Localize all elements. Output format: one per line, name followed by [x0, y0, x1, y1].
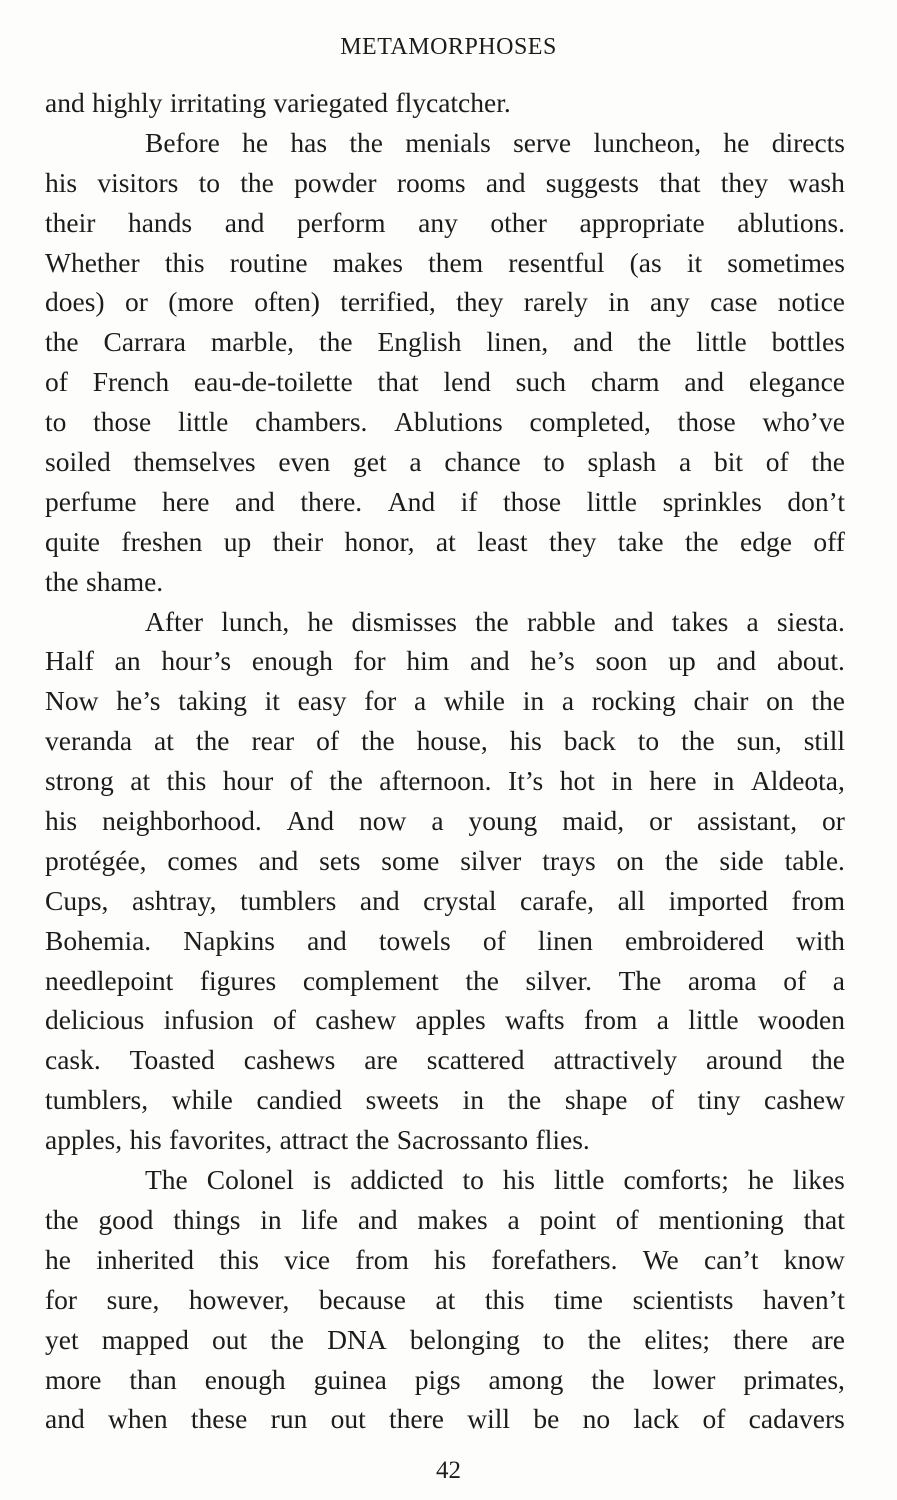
- text-line: soiled themselves even get a chance to splash a bit of the: [45, 446, 845, 478]
- text-line: his neighborhood. And now a young maid, or assistant, or: [45, 805, 845, 837]
- text-line: and highly irritating variegated flycatcher.: [45, 87, 511, 118]
- text-line: the Carrara marble, the English linen, and the little bottles: [45, 326, 845, 358]
- text-line: more than enough guinea pigs among the lower primates,: [45, 1363, 845, 1395]
- text-line: Cups, ashtray, tumblers and crystal carafe, all imported from: [45, 884, 845, 916]
- text-line: of French eau-de-toilette that lend such charm and elegance: [45, 366, 845, 398]
- text-line: and when these run out there will be no lack of cadavers: [45, 1403, 845, 1435]
- text-line: the good things in life and makes a point of mentioning that: [45, 1203, 845, 1235]
- text-line: for sure, however, because at this time scientists haven’t: [45, 1283, 845, 1315]
- text-line: he inherited this vice from his forefathers. We can’t know: [45, 1243, 845, 1275]
- text-line: yet mapped out the DNA belonging to the elites; there are: [45, 1323, 845, 1355]
- text-line: does) or (more often) terrified, they rarely in any case notice: [45, 286, 845, 318]
- text-line: Now he’s taking it easy for a while in a rocking chair on the: [45, 685, 845, 717]
- text-line: protégée, comes and sets some silver trays on the side table.: [45, 844, 845, 876]
- text-line: their hands and perform any other appropriate ablutions.: [45, 206, 845, 238]
- text-line: tumblers, while candied sweets in the shape of tiny cashew: [45, 1084, 845, 1116]
- text-line: strong at this hour of the afternoon. It’s hot in here in Aldeota,: [45, 765, 845, 797]
- page-number: 42: [436, 1457, 461, 1484]
- text-line: perfume here and there. And if those little sprinkles don’t: [45, 485, 845, 517]
- text-line: to those little chambers. Ablutions completed, those who’ve: [45, 406, 845, 438]
- text-line: cask. Toasted cashews are scattered attractively around the: [45, 1044, 845, 1076]
- text-line: quite freshen up their honor, at least they take the edge off: [45, 525, 845, 557]
- text-line: The Colonel is addicted to his little comforts; he likes: [145, 1164, 845, 1196]
- body-text: [45, 83, 845, 1439]
- text-line: delicious infusion of cashew apples wafts from a little wooden: [45, 1004, 845, 1036]
- text-line: After lunch, he dismisses the rabble and takes a siesta.: [145, 605, 845, 637]
- text-line: Bohemia. Napkins and towels of linen embroidered with: [45, 924, 845, 956]
- text-line: needlepoint figures complement the silver. The aroma of a: [45, 964, 845, 996]
- text-line: Before he has the menials serve luncheon, he directs: [145, 126, 845, 158]
- text-line: veranda at the rear of the house, his back to the sun, still: [45, 725, 845, 757]
- text-line: his visitors to the powder rooms and suggests that they wash: [45, 166, 845, 198]
- text-line: apples, his favorites, attract the Sacrossanto flies.: [45, 1124, 590, 1156]
- running-head: METAMORPHOSES: [340, 34, 557, 60]
- text-line: Half an hour’s enough for him and he’s soon up and about.: [45, 645, 845, 677]
- text-line: Whether this routine makes them resentful (as it sometimes: [45, 246, 845, 278]
- text-line: the shame.: [45, 565, 164, 597]
